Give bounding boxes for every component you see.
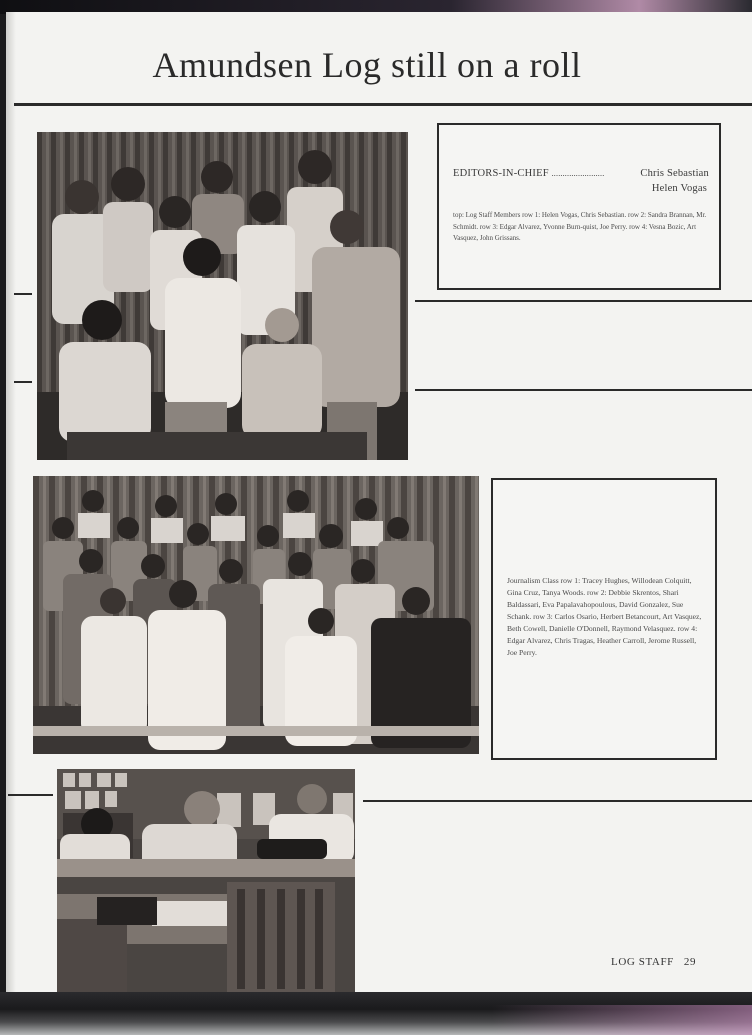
rule-right-1 xyxy=(415,300,752,302)
page-folio xyxy=(611,956,696,968)
scan-bottom-glow xyxy=(492,1005,752,1035)
editors-line xyxy=(453,168,709,179)
photo-journalism-class xyxy=(33,476,479,754)
page-gutter xyxy=(6,12,16,992)
headline-text: Amundsen Log still on a roll xyxy=(152,45,582,85)
folio-page-number: 29 xyxy=(683,956,697,968)
rule-right-3 xyxy=(363,800,752,802)
photo-log-staff xyxy=(37,132,408,460)
editor-name-2: Helen Vogas xyxy=(651,183,707,194)
headline-rule xyxy=(14,103,752,106)
caption-box-editors xyxy=(437,123,721,290)
editors-label: EDITORS-IN-CHIEF xyxy=(453,168,549,179)
editor-name-1: Chris Sebastian xyxy=(640,168,709,179)
folio-section: LOG STAFF xyxy=(611,956,674,968)
margin-tick xyxy=(14,381,32,383)
rule-right-2 xyxy=(415,389,752,391)
caption-top-text: top: Log Staff Members row 1: Helen Vogas, Chris Sebastian. row 2: Sandra Brannan, Mr. Schmidt. row 3: Edgar Alvarez, Yvonne Burn-quist, Joe Perry. row 4: Vesna Bozic, Art Vasquez, John Grissans. xyxy=(453,211,707,242)
editors-leader: ........................ xyxy=(551,169,605,178)
margin-tick xyxy=(14,293,32,295)
photo-classroom xyxy=(57,769,355,994)
caption-middle-text: Journalism Class row 1: Tracey Hughes, Willodean Colquitt, Gina Cruz, Tanya Woods. row 2: Debbie Skrentos, Shari Baldassari, Eva Papalavahopoulous, David Gonzalez, Sue Schank. row 3: Carlos Osario, Herbert Betancourt, Art Vasquez, Beth Cowell, Danielle O'Donnell, Raymond Velasquez. row 4: Edgar Alvarez, Chris Tragas, Heather Carroll, Jerome Russell, Joe Perry. xyxy=(507,576,702,657)
caption-box-journalism xyxy=(491,478,717,760)
page-headline xyxy=(0,44,752,86)
margin-tick xyxy=(8,794,53,796)
